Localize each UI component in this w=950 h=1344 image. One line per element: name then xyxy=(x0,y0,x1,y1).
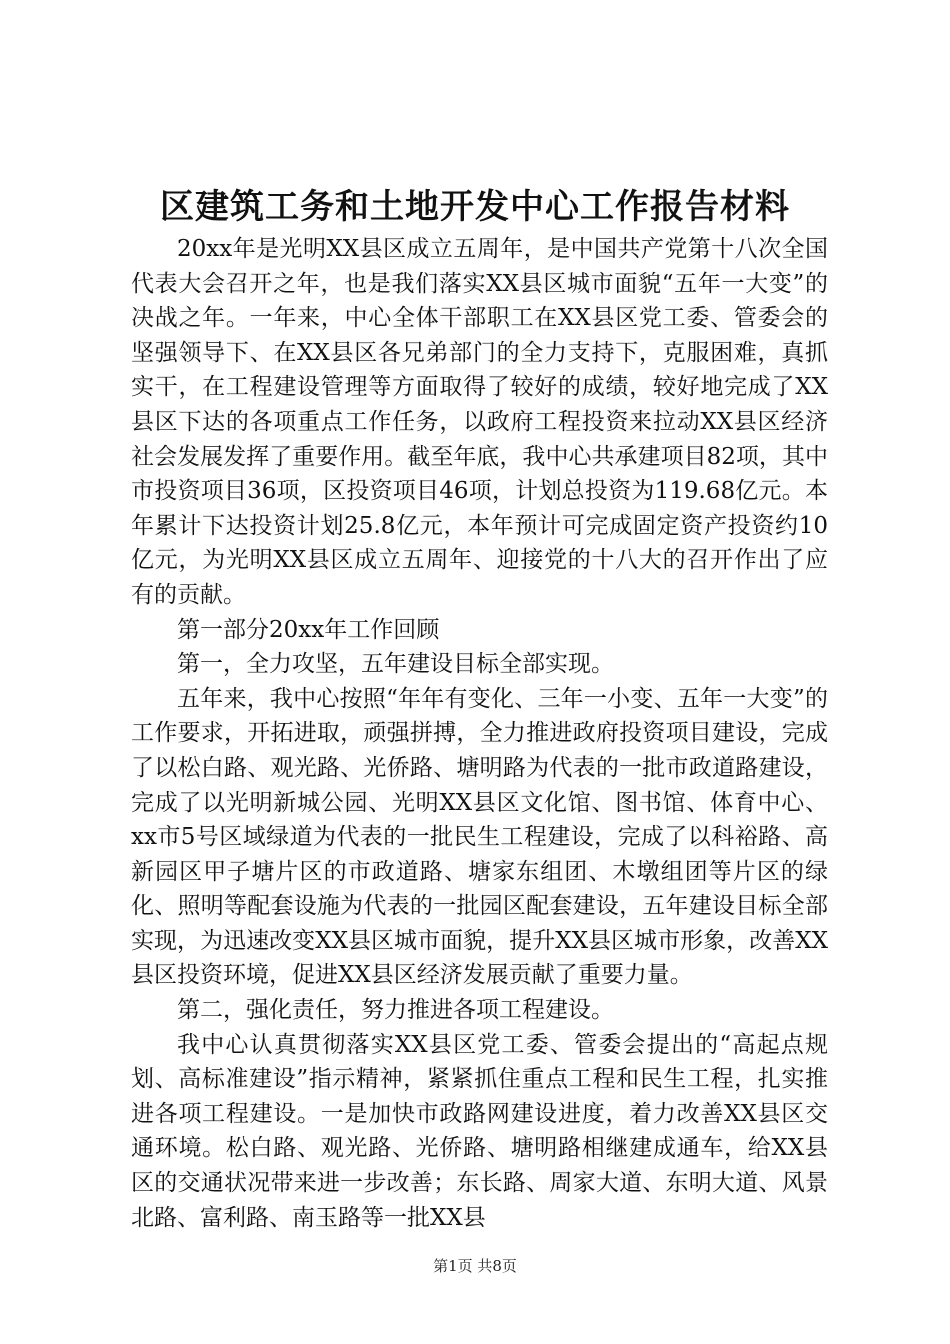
document-body xyxy=(131,232,828,1235)
section-heading: 第一部分20xx年工作回顾 xyxy=(177,616,440,643)
subheading-second: 第二，强化责任，努力推进各项工程建设。 xyxy=(177,997,614,1024)
paragraph-five-years: 五年来，我中心按照“年年有变化、三年一小变、五年一大变”的工作要求，开拓进取，顽强拼搏，全力推进政府投资项目建设，完成了以松白路、观光路、光侨路、塘明路为代表的一批市政道路建设，完成了以光明新城公园、光明XX县区文化馆、图书馆、体育中心、xx市5号区域绿道为代表的一批民生工程建设，完成了以科裕路、高新园区甲子塘片区的市政道路、塘家东组团、木墩组团等片区的绿化、照明等配套设施为代表的一批园区配套建设，五年建设目标全部实现，为迅速改变XX县区城市面貌，提升XX县区城市形象，改善XX县区投资环境，促进XX县区经济发展贡献了重要力量。 xyxy=(131,685,828,989)
paragraph-intro: 20xx年是光明XX县区成立五周年，是中国共产党第十八次全国代表大会召开之年，也是我们落实XX县区城市面貌“五年一大变”的决战之年。一年来，中心全体干部职工在XX县区党工委、管委会的坚强领导下、在XX县区各兄弟部门的全力支持下，克服困难，真抓实干，在工程建设管理等方面取得了较好的成绩，较好地完成了XX县区下达的各项重点工作任务，以政府工程投资来拉动XX县区经济社会发展发挥了重要作用。截至年底，我中心共承建项目82项，其中市投资项目36项，区投资项目46项，计划总投资为119.68亿元。本年累计下达投资计划25.8亿元，本年预计可完成固定资产投资约10亿元，为光明XX县区成立五周年、迎接党的十八大的召开作出了应有的贡献。 xyxy=(131,236,828,608)
page-number: 第1页 共8页 xyxy=(433,1257,517,1275)
subheading-first: 第一，全力攻坚，五年建设目标全部实现。 xyxy=(177,651,614,678)
document-title: 区建筑工务和土地开发中心工作报告材料 xyxy=(160,187,790,227)
paragraph-construction: 我中心认真贯彻落实XX县区党工委、管委会提出的“高起点规划、高标准建设”指示精神，紧紧抓住重点工程和民生工程，扎实推进各项工程建设。一是加快市政路网建设进度，着力改善XX县区交通环境。松白路、观光路、光侨路、塘明路相继建成通车，给XX县区的交通状况带来进一步改善；东长路、周家大道、东明大道、风景北路、富利路、南玉路等一批XX县 xyxy=(131,1031,828,1231)
